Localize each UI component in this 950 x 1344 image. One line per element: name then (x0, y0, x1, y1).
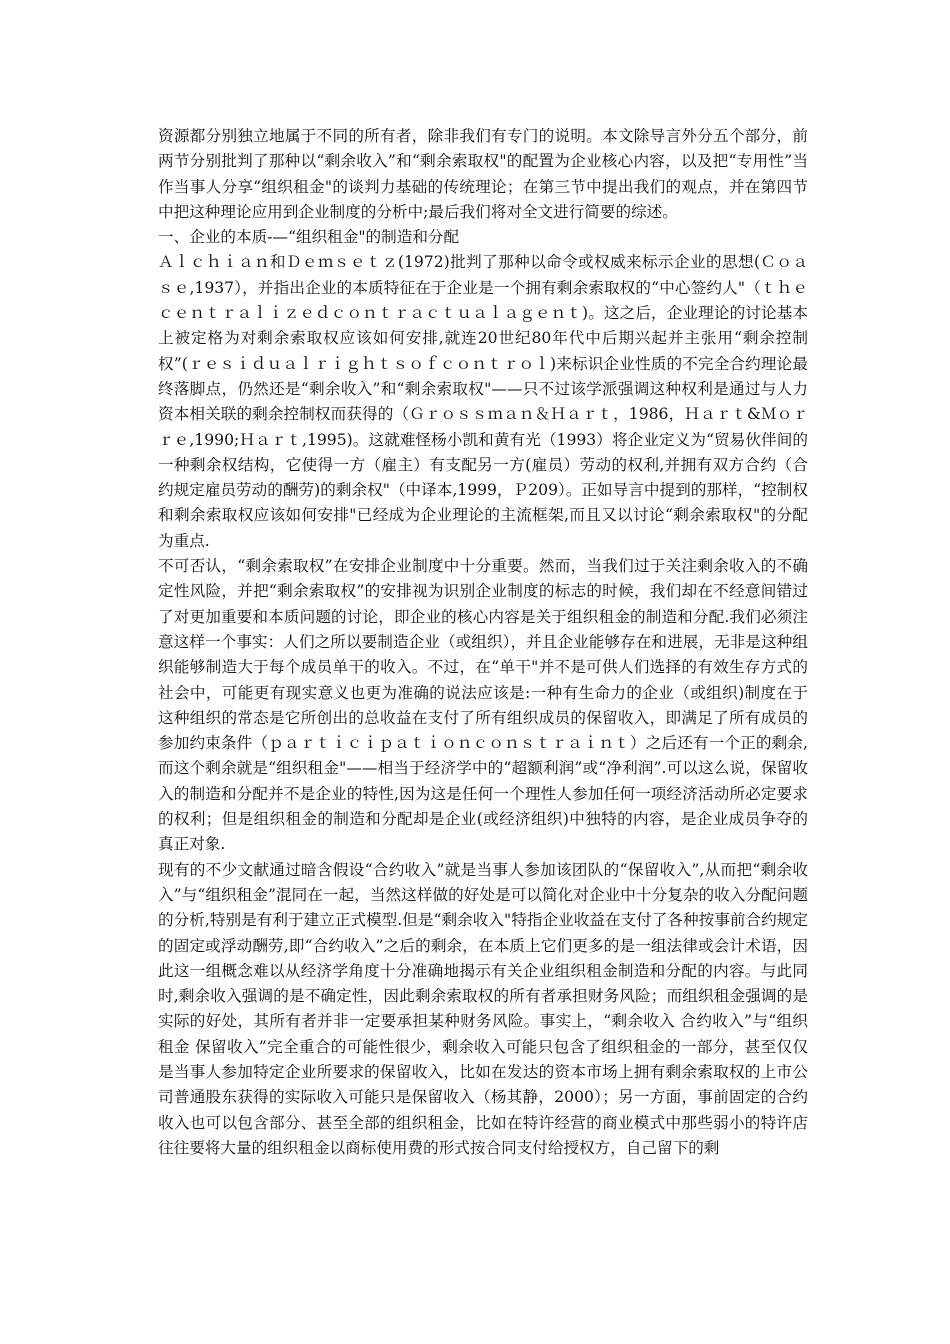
body-paragraph: 现有的不少文献通过暗含假设“合约收入”就是当事人参加该团队的“保留收入”,从而把“剩余收入”与“组织租金”混同在一起，当然这样做的好处是可以简化对企业中十分复杂的收入分配问题的分析,特别是有利于建立正式模型.但是“剩余收入"特指企业收益在支付了各种按事前合约规定的固定或浮动酬劳,即“合约收入”之后的剩余，在本质上它们更多的是一组法律或会计术语，因此这一组概念难以从经济学角度十分准确地揭示有关企业组织租金制造和分配的内容。与此同时,剩余收入强调的是不确定性，因此剩余索取权的所有者承担财务风险；而组织租金强调的是实际的好处，其所有者并非一定要承担某种财务风险。事实上，“剩余收入 合约收入”与“组织租金 保留收入”完全重合的可能性很少，剩余收入可能只包含了组织租金的一部分，甚至仅仅是当事人参加特定企业所要求的保留收入，比如在发达的资本市场上拥有剩余索取权的上市公司普通股东获得的实际收入可能只是保留收入（杨其静，2000）；另一方面，事前固定的合约收入也可以包含部分、甚至全部的组织租金，比如在特许经营的商业模式中那些弱小的特许店往往要将大量的组织租金以商标使用费的形式按合同支付给授权方，自己留下的剩 (158, 860, 808, 1157)
section-heading: 一、企业的本质-—“组织租金"的制造和分配 (158, 228, 460, 247)
document-body (158, 124, 808, 1161)
body-paragraph: 不可否认，“剩余索取权”在安排企业制度中十分重要。然而，当我们过于关注剩余收入的不确定性风险，并把“剩余索取权”的安排视为识别企业制度的标志的时候，我们却在不经意间错过了对更加重要和本质问题的讨论，即企业的核心内容是关于组织租金的制造和分配.我们必须注意这样一个事实：人们之所以要制造企业（或组织），并且企业能够存在和进展，无非是这种组织能够制造大于每个成员单干的收入。不过，在“单干"并不是可供人们选择的有效生存方式的社会中，可能更有现实意义也更为准确的说法应该是:一种有生命力的企业（或组织)制度在于这种组织的常态是它所创出的总收益在支付了所有组织成员的保留收入，即满足了所有成员的参加约束条件（ｐａｒｔｉｃｉｐａｔｉｏｎｃｏｎｓｔｒａｉｎｔ）之后还有一个正的剩余,而这个剩余就是“组织租金"——相当于经济学中的“超额利润”或“净利润”.可以这么说，保留收入的制造和分配并不是企业的特性,因为这是任何一个理性人参加任何一项经济活动所必定要求的权利；但是组织租金的制造和分配却是企业(或经济组织)中独特的内容，是企业成员争夺的真正对象. (158, 557, 808, 854)
intro-paragraph: 资源都分别独立地属于不同的所有者，除非我们有专门的说明。本文除导言外分五个部分，前两节分别批判了那种以“剩余收入”和“剩余索取权"的配置为企业核心内容，以及把“专用性”当作当事人分享“组织租金"的谈判力基础的传统理论；在第三节中提出我们的观点，并在第四节中把这种理论应用到企业制度的分析中;最后我们将对全文进行简要的综述。 (158, 127, 808, 221)
body-paragraph: Ａｌｃｈｉａｎ和Ｄｅｍｓｅｔｚ(1972)批判了那种以命令或权威来标示企业的思想(Ｃｏａｓｅ,1937），并指出企业的本质特征在于企业是一个拥有剩余索取权的“中心签约人"（ｔｈｅｃｅｎｔｒａｌｉｚｅｄｃｏｎｔｒａｃｔｕａｌａｇｅｎｔ)。这之后，企业理论的讨论基本上被定格为对剩余索取权应该如何安排,就连20世纪80年代中后期兴起并主张用“剩余控制权”(ｒｅｓｉｄｕａｌｒｉｇｈｔｓｏｆｃｏｎｔｒｏｌ)来标识企业性质的不完全合约理论最终落脚点，仍然还是“剩余收入”和“剩余索取权"——只不过该学派强调这种权利是通过与人力资本相关联的剩余控制权而获得的（Ｇｒｏｓｓｍａｎ＆Ｈａｒｔ，1986，Ｈａｒｔ&Ｍｏｒｒｅ,1990;Ｈａｒｔ,1995)。这就难怪杨小凯和黄有光（1993）将企业定义为“贸易伙伴间的一种剩余权结构，它使得一方（雇主）有支配另一方(雇员）劳动的权利,并拥有双方合约（合约规定雇员劳动的酬劳)的剩余权"（中译本,1999，Ｐ209）。正如导言中提到的那样，“控制权和剩余索取权应该如何安排"已经成为企业理论的主流框架,而且又以讨论“剩余索取权"的分配为重点. (158, 253, 808, 550)
